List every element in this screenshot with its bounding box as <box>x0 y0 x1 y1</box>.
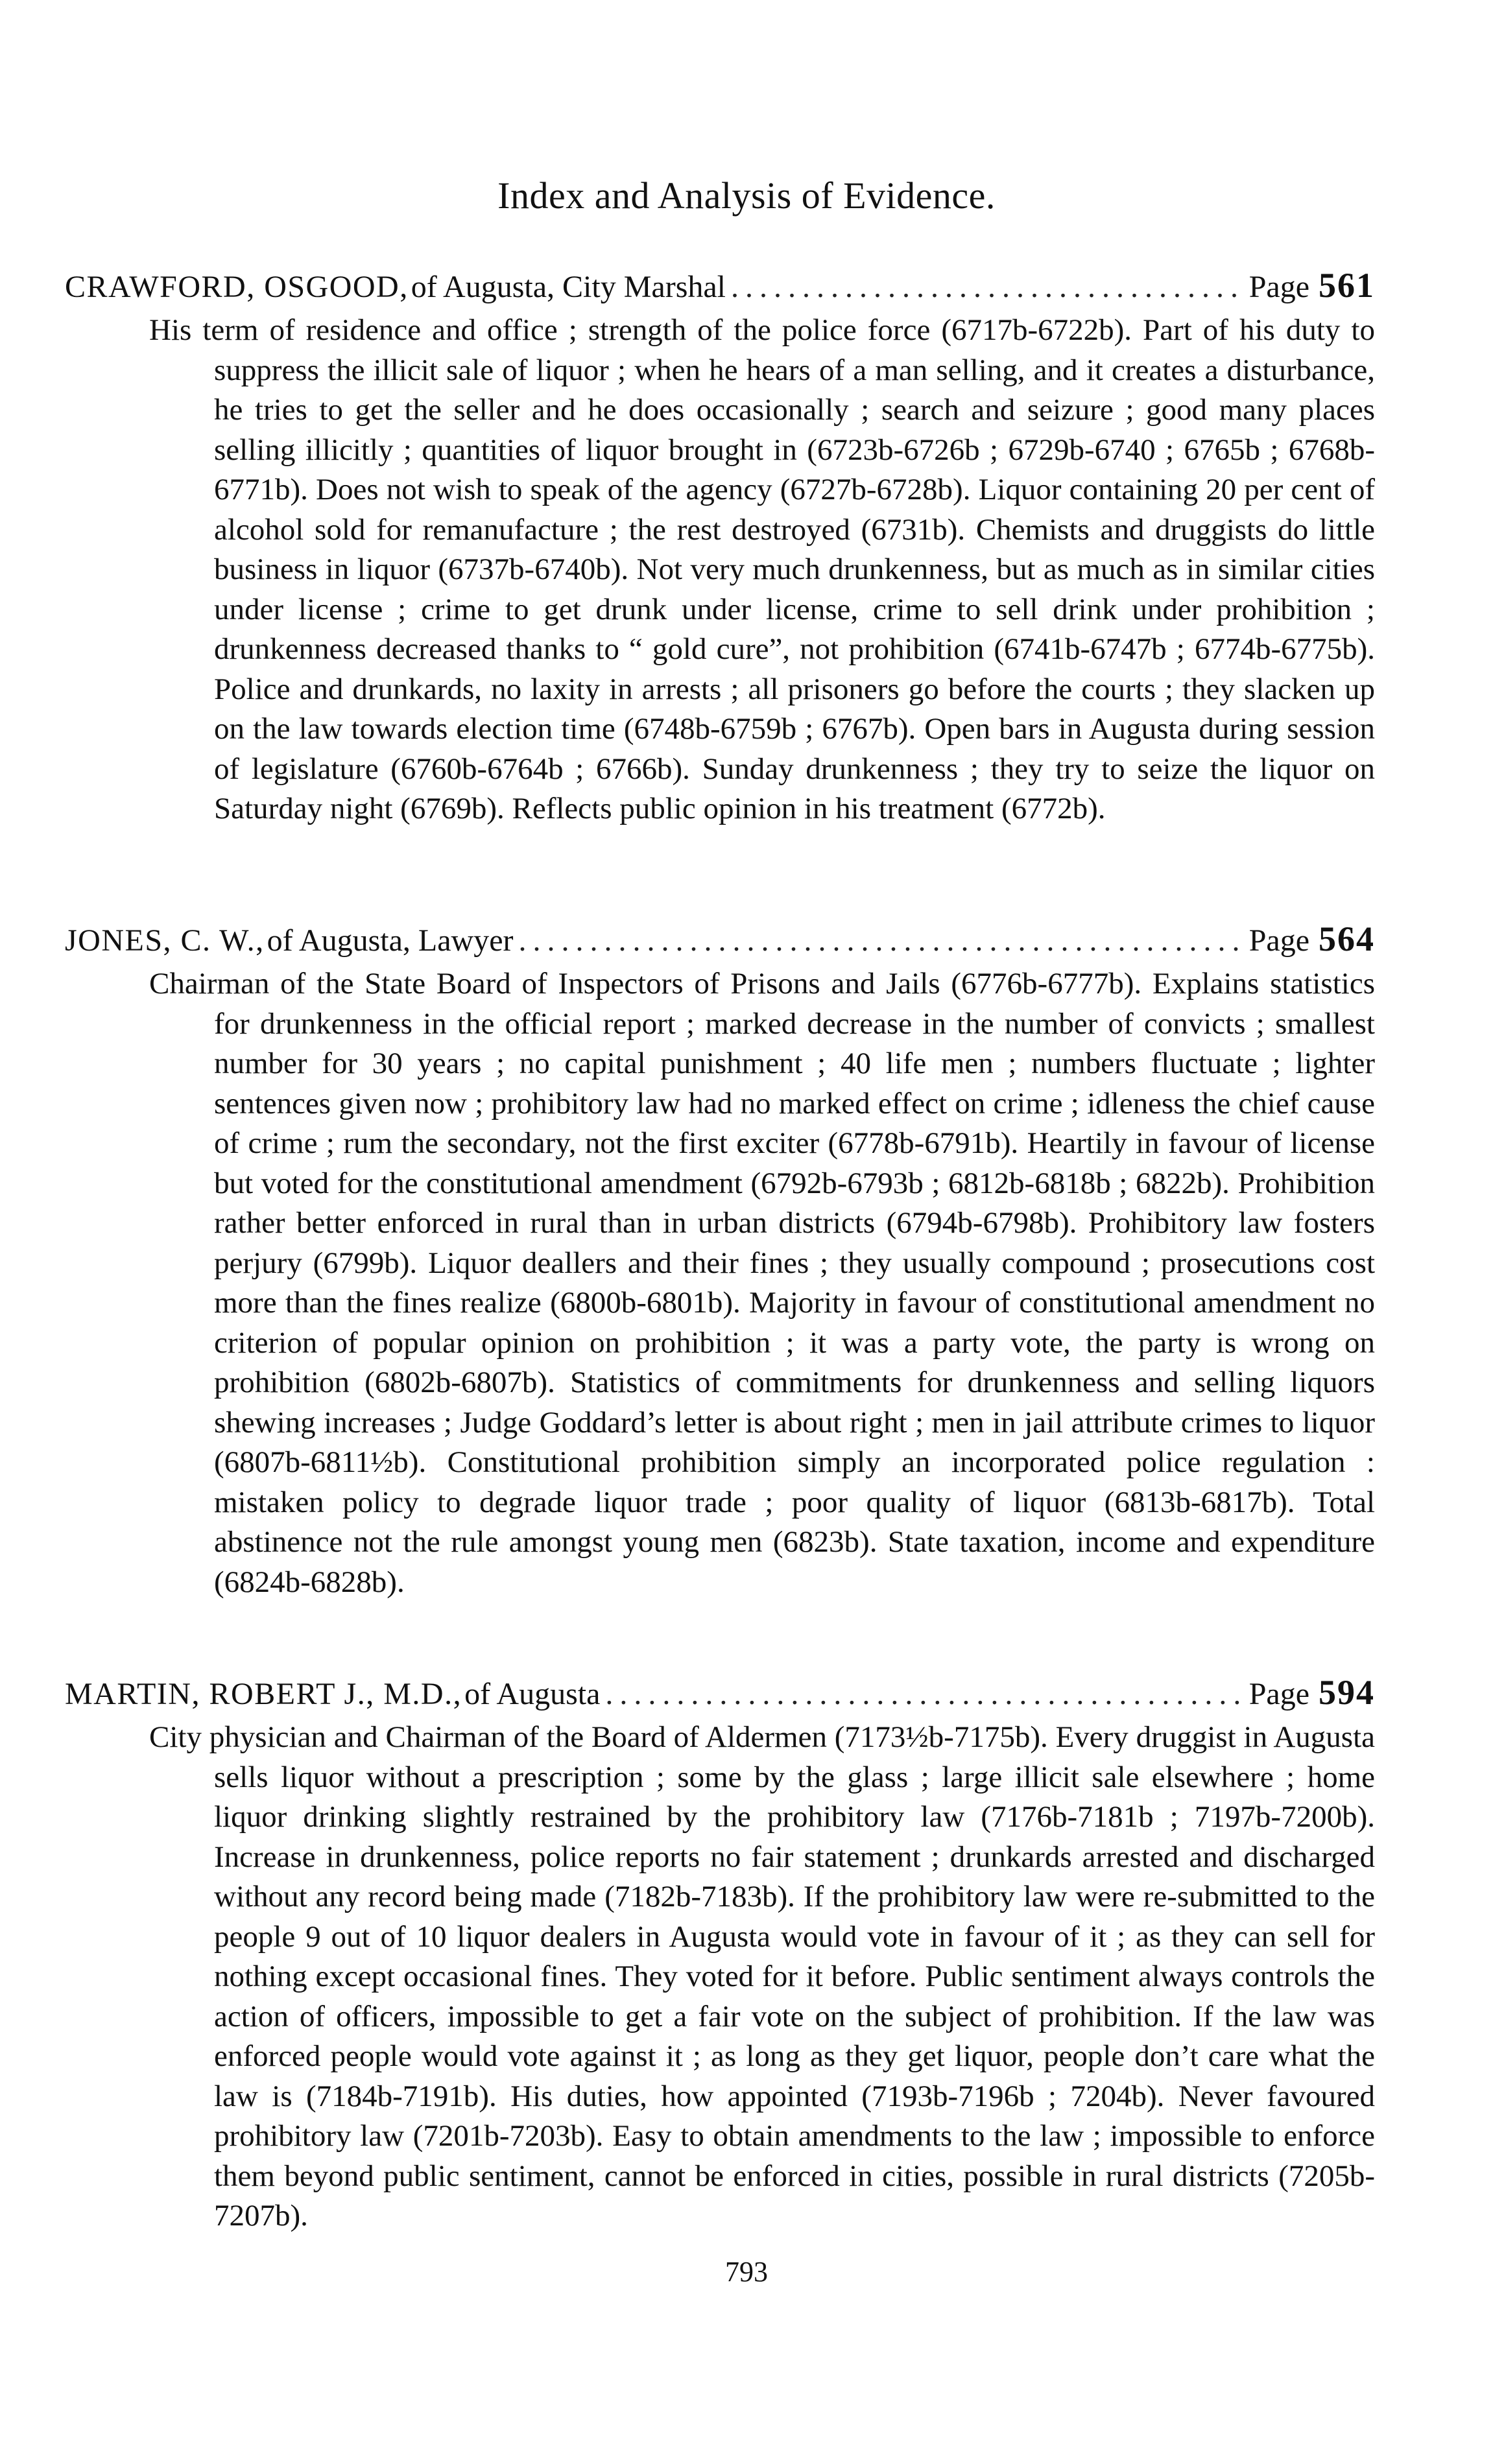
page-reference <box>1249 1673 1375 1714</box>
index-entry-martin <box>65 1673 1375 2236</box>
page-label: Page <box>1248 923 1309 958</box>
witness-name: MARTIN, ROBERT J., M.D., <box>65 1677 462 1711</box>
page-title: Index and Analysis of Evidence. <box>497 174 996 217</box>
page-number: 564 <box>1319 919 1375 958</box>
entry-text: His term of residence and office ; strength of the police force (6717b-6722b). Part of his duty to suppress the illicit sale of liquor ; when he hears of a man selling, and it creates a disturbance, he tries to get the seller and he does occasionally ; search and seizure ; good many places selling illicitly ; quantities of liquor brought in (6723b-6726b ; 6729b-6740 ; 6765b ; 6768b-6771b). Does not wish to speak of the agency (6727b-6728b). Liquor containing 20 per cent of alcohol sold for remanufacture ; the rest destroyed (6731b). Chemists and druggists do little business in liquor (6737b-6740b). Not very much drunkenness, but as much as in similar cities under license ; crime to get drunk under license, crime to sell drink under prohibition ; drunkenness decreased thanks to “ gold cure”, not prohibition (6741b-6747b ; 6774b-6775b). Police and drunkards, no laxity in arrests ; all prisoners go before the courts ; they slacken up on the law towards election time (6748b-6759b ; 6767b). Open bars in Augusta during session of legislature (6760b-6764b ; 6766b). Sunday drunkenness ; they try to seize the liquor on Saturday night (6769b). Reflects public opinion in his treatment (6772b). <box>149 313 1375 825</box>
page-reference <box>1249 919 1375 960</box>
dot-leader <box>605 1675 1243 1714</box>
entry-heading <box>65 1673 1375 1714</box>
entry-text: City physician and Chairman of the Board of Aldermen (7173½b-7175b). Every druggist in Augusta sells liquor without a prescription ; some by the glass ; large illicit sale elsewhere ; home liquor drinking slightly restrained by the prohibitory law (7176b-7181b ; 7197b-7200b). Increase in drunkenness, police reports no fair statement ; drunkards arrested and discharged without any record being made (7182b-7183b). If the prohibitory law were re-submitted to the people 9 out of 10 liquor dealers in Augusta would vote in favour of it ; as they can sell for nothing except occasional fines. They voted for it before. Public sentiment always controls the action of officers, impossible to get a fair vote on the subject of prohibition. If the law was enforced people would vote against it ; as long as they get liquor, people don’t care what the law is (7184b-7191b). His duties, how appointed (7193b-7196b ; 7204b). Never favoured prohibitory law (7201b-7203b). Easy to obtain amendments to the law ; impossible to enforce them beyond public sentiment, cannot be enforced in cities, possible in rural districts (7205b-7207b). <box>149 1720 1375 2233</box>
witness-description: of Augusta <box>464 1677 601 1711</box>
entry-text: Chairman of the State Board of Inspectors of Prisons and Jails (6776b-6777b). Explains statistics for drunkenness in the official report ; marked decrease in the number of convicts ; smallest number for 30 years ; no capital punishment ; 40 life men ; numbers fluctuate ; lighter sentences given now ; prohibitory law had no marked effect on crime ; idleness the chief cause of crime ; rum the secondary, not the first exciter (6778b-6791b). Heartily in favour of license but voted for the constitutional amendment (6792b-6793b ; 6812b-6818b ; 6822b). Prohibition rather better enforced in rural than in urban districts (6794b-6798b). Prohibitory law fosters perjury (6799b). Liquor deallers and their fines ; they usually compound ; prosecutions cost more than the fines realize (6800b-6801b). Majority in favour of constitutional amendment no criterion of popular opinion on prohibition ; it was a party vote, the party is wrong on prohibition (6802b-6807b). Statistics of commitments for drunkenness and selling liquors shewing increases ; Judge Goddard’s letter is about right ; men in jail attribute crimes to liquor (6807b-6811½b). Constitutional prohibition simply an incorporated police regulation : mistaken policy to degrade liquor trade ; poor quality of liquor (6813b-6817b). Total abstinence not the rule amongst young men (6823b). State taxation, income and expenditure (6824b-6828b). <box>149 967 1375 1599</box>
page-label: Page <box>1248 1677 1309 1711</box>
index-entry-crawford <box>65 266 1375 829</box>
witness-description: of Augusta, City Marshal <box>411 270 726 304</box>
page-number: 561 <box>1319 266 1375 305</box>
index-entry-jones <box>65 919 1375 1602</box>
witness-description: of Augusta, Lawyer <box>267 923 514 958</box>
page-reference <box>1249 266 1375 307</box>
witness-name: CRAWFORD, OSGOOD, <box>65 270 409 304</box>
dot-leader <box>518 921 1243 960</box>
page-label: Page <box>1248 270 1309 304</box>
entry-heading <box>65 919 1375 960</box>
witness-name: JONES, C. W., <box>65 923 265 958</box>
page-folio-number: 793 <box>725 2256 768 2288</box>
entry-heading <box>65 266 1375 307</box>
page-number: 594 <box>1319 1673 1375 1712</box>
dot-leader <box>731 268 1244 307</box>
